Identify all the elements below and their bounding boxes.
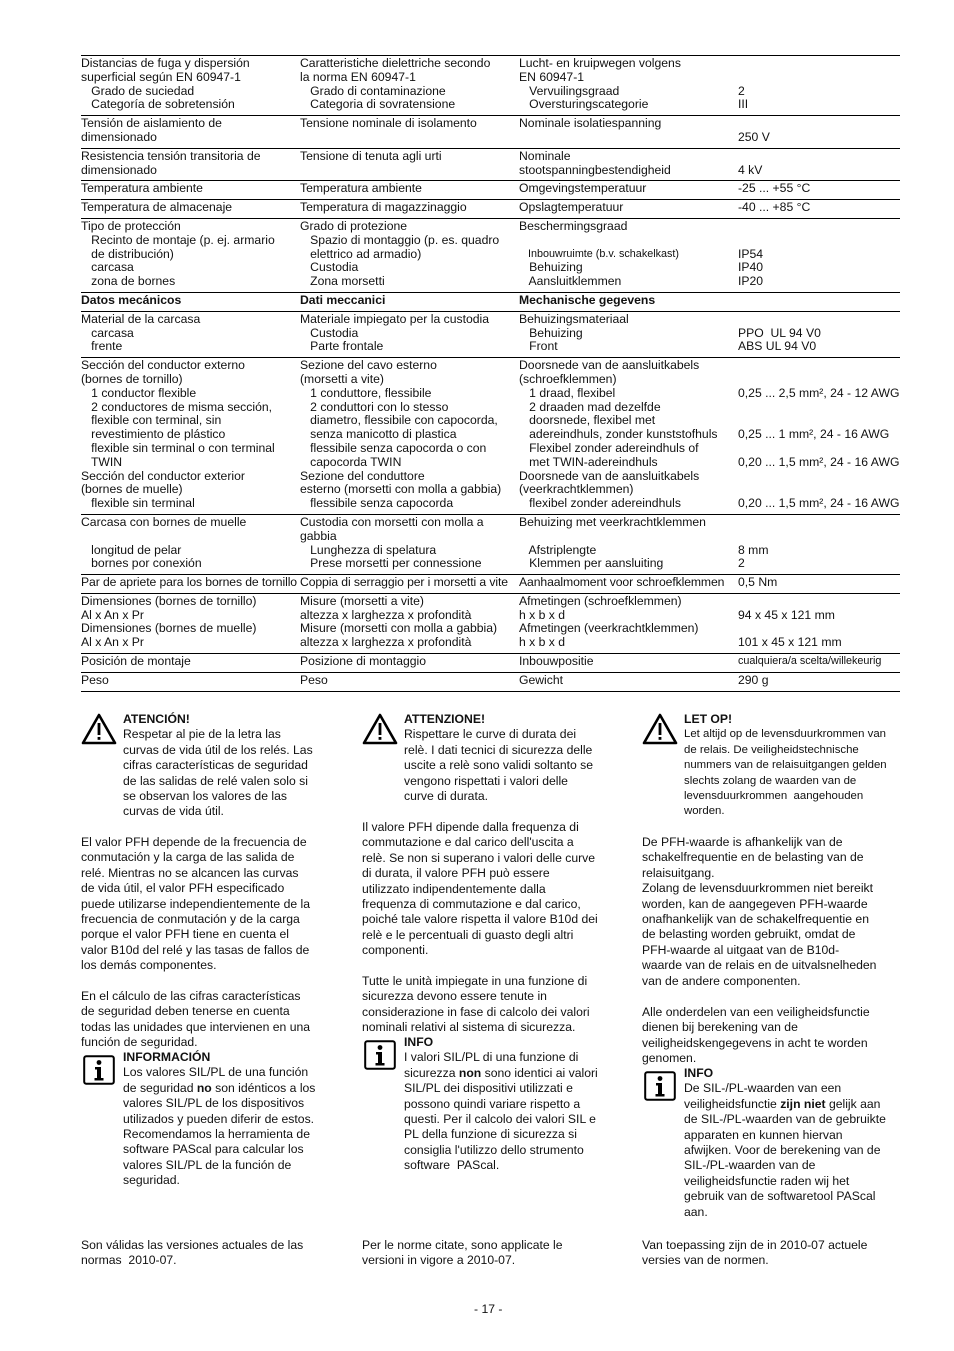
spec-line: IP40 [738,260,764,275]
text-segment: son idénticos a los [211,1080,316,1095]
text-line: utilizados y pueden diferir de estos. [123,1111,315,1126]
text-line: De SIL-/PL-waarden van een [684,1081,842,1096]
info-title: INFO [684,1066,714,1080]
spec-line: Temperatura di magazzinaggio [300,200,467,215]
text-line: software PAScal. [404,1158,500,1173]
spec-line: esterno (morsetti con molla a gabbia) [300,482,502,497]
text-line: Let altijd op de levensduurkrommen van [684,728,886,741]
spec-line: Doorsnede van de aansluitkabels [519,468,700,483]
spec-line: 0,5 Nm [738,575,778,590]
spec-line: 8 mm [738,542,769,557]
text-line: valores SIL/PL de la función de [123,1157,292,1172]
text-line: afwijken. Voor de berekening van de [684,1142,881,1157]
spec-line: Categoria di sovratensione [300,97,456,112]
text-line: waarde van de relais en de uitvalsnelheden [642,958,877,973]
spec-line: 2 [738,83,745,98]
spec-line: Coppia di serraggio per i morsetti a vite [300,575,508,590]
spec-line: Aanhaalmoment voor schroefklemmen [519,575,725,590]
standards-footer [81,1238,343,1269]
spec-line: 0,20 ... 1,5 mm², 24 - 16 AWG [738,454,900,469]
spec-line: diametro, flessibile con capocorda, [300,413,498,428]
spec-line: frente [81,339,123,354]
spec-line: Tensión de aislamiento de [81,116,222,131]
spec-line: Al x An x Pr [81,635,144,650]
spec-line: stootspanningbestendigheid [519,162,671,177]
text-line: relè e le percentuali di guasto degli altri [362,927,574,942]
spec-line: IP54 [738,246,764,261]
pfh-paragraph [362,820,624,959]
text-line: nominali relativi al sistema di sicurezza. [362,1020,576,1035]
text-line: los demás componentes. [81,958,217,973]
spec-line: Al x An x Pr [81,607,144,622]
spec-line: adereindhuls, zonder kunststofhuls [519,427,718,442]
text-line: relé. Mientras no se alcancen las curvas [81,865,299,880]
spec-line: Tensione nominale di isolamento [300,116,477,131]
spec-line: gabbia [300,528,337,543]
spec-line: Temperatura ambiente [81,181,203,196]
text-segment: de seguridad [123,1080,197,1095]
text-line: curvas de vida útil de los relés. Las [123,742,313,757]
text-line: worden. [684,805,725,818]
text-line: utilizzato indipendentemente dalla [362,881,546,896]
spec-line: EN 60947-1 [519,69,585,84]
text-line: genomen. [642,1051,697,1066]
spec-line: Custodia [300,260,359,275]
emphasis-text: zijn niet [780,1096,826,1111]
text-line: software PAScal para calcular los [123,1142,304,1157]
text-line: onafhankelijk van de schakelfrequentie en [642,911,869,926]
spec-line: Custodia [300,325,359,340]
spec-line: Afstriplengte [519,542,597,557]
text-line: PL della funzione di sicurezza si [404,1127,577,1142]
spec-line: Tensione di tenuta agli urti [300,148,442,163]
pfh-paragraph [642,835,904,989]
text-line: sicurezza devono essere tenute in [362,989,547,1004]
text-line: Van toepassing zijn de in 2010-07 actuele [642,1238,868,1252]
spec-line: Klemmen per aansluiting [519,556,664,571]
text-line: De PFH-waarde is afhankelijk van de [642,835,843,849]
text-line: schakelfrequentie en de belasting van de [642,850,864,865]
spec-line: Resistencia tensión transitoria de [81,148,261,163]
text-line: curvas de vida útil. [123,804,224,819]
text-line: En el cálculo de las cifras características [81,989,301,1003]
spec-line: Flexibel zonder adereindhuls of [519,440,699,455]
text-line: levensduurkrommen aangehouden [684,789,864,802]
spec-line: Par de apriete para los bornes de tornillo [81,575,297,590]
text-line: di durata, il valore PFH può essere [362,866,550,881]
safety-calculation-paragraph [642,1005,904,1067]
spec-line: (veerkrachtklemmen) [519,482,634,497]
spec-line: Behuizing [519,325,583,340]
spec-line: Gewicht [519,672,564,687]
spec-line: Grado de suciedad [81,83,195,98]
spec-line: 101 x 45 x 121 mm [738,635,842,650]
text-line: dienen bij berekening van de [642,1020,798,1035]
warning-title: LET OP! [684,712,733,726]
text-line: de las salidas de relé valen solo si [123,773,308,788]
spec-line: (bornes de muelle) [81,482,183,497]
emphasis-text: no [196,1080,212,1095]
spec-line: Aansluitklemmen [519,274,622,289]
text-line: Zolang de levensduurkrommen niet bereikt [642,881,874,896]
text-line: apparaten en kunnen hiervan [684,1127,843,1142]
spec-line: TWIN [81,454,123,469]
spec-line: Vervuilingsgraad [519,83,620,98]
text-line: puede utilizarse independientemente de la [81,896,311,911]
info-text [123,1065,347,1188]
text-line: valor B10d del relé y las tasas de fallos de [81,942,310,957]
spec-line: Afmetingen (schroefklemmen) [519,593,682,608]
spec-line: flexible sin terminal [81,496,195,511]
text-line: slechts zolang de waarden van de [684,774,857,787]
spec-line: flexible sin terminal o con terminal [81,440,275,455]
info-text [404,1050,628,1173]
spec-line: h x b x d [519,607,566,622]
spec-line: doorsnede, flexibel met [519,413,656,428]
text-segment: gelijk aan [825,1096,881,1111]
spec-line: 0,20 ... 1,5 mm², 24 - 16 AWG [738,496,900,511]
spec-line: PPO UL 94 V0 [738,325,821,340]
spec-line: Materiale impiegato per la custodia [300,311,490,326]
text-line: de relais. De veiligheidstechnische [684,743,859,756]
spec-line: 4 kV [738,162,763,177]
spec-line: flessibile senza capocorda o con [300,440,487,455]
spec-line: flexible con terminal, sin [81,413,222,428]
spec-line: la norma EN 60947-1 [300,69,416,84]
text-line: versies van de normen. [642,1253,769,1268]
spec-line: (schroefklemmen) [519,371,617,386]
spec-line: dimensionado [81,162,157,177]
text-line: Respetar al pie de la letra las [123,727,281,742]
spec-line: superficial según EN 60947-1 [81,69,241,84]
text-line: nummers van de relaisuitgangen gelden [684,759,887,772]
spec-line: flessibile senza capocorda [300,496,454,511]
spec-line: flexibel zonder adereindhuls [519,496,681,511]
spec-line: Nominale isolatiespanning [519,116,662,131]
spec-line: bornes por conexión [81,556,202,571]
spec-line: Lucht- en kruipwegen volgens [519,56,681,70]
spec-line: 2 draaden mad dezelfde [519,399,661,414]
info-title: INFORMACIÓN [123,1050,211,1064]
spec-line: IP20 [738,274,764,289]
spec-line: Prese morsetti per connessione [300,556,482,571]
text-segment: sicurezza [404,1065,459,1080]
text-line [684,1097,908,1112]
text-line: vengono rispettati i valori delle [404,773,568,788]
spec-line: Sezione del conduttore [300,468,425,483]
warning-text [684,727,908,819]
spec-line: Afmetingen (veerkrachtklemmen) [519,621,699,636]
standards-footer [362,1238,624,1269]
pfh-paragraph [81,835,343,974]
spec-line: 94 x 45 x 121 mm [738,607,835,622]
spec-line: Carcasa con bornes de muelle [81,514,247,529]
text-line [404,1066,628,1081]
spec-line: de distribución) [81,246,174,261]
spec-line: met TWIN-adereindhuls [519,454,658,469]
text-line: uscite a relè sono validi soltanto se [404,758,594,773]
text-line: I valori SIL/PL di una funzione di [404,1050,579,1065]
spec-line: 0,25 ... 2,5 mm², 24 - 12 AWG [738,385,900,400]
text-line: consiglia l'utilizzo dello strumento [404,1142,584,1157]
spec-line: 0,25 ... 1 mm², 24 - 16 AWG [738,427,890,442]
text-line: commutazione e dal carico dell'uscita a [362,835,574,850]
text-line: curve di durata. [404,788,489,803]
text-line: Son válidas las versiones actuales de las [81,1238,304,1252]
notes-column-dutch [642,0,904,1351]
text-line: Alle onderdelen van een veiligheidsfunctie [642,1005,870,1019]
spec-line: Sección del conductor exterior [81,468,245,483]
spec-line: carcasa [81,325,134,340]
text-line: SIL-/PL-waarden van de [684,1158,816,1173]
spec-line: Spazio di montaggio (p. es. quadro [300,232,500,247]
spec-line: 2 conductores de misma sección, [81,399,273,414]
text-line: versioni in vigore a 2010-07. [362,1253,516,1268]
spec-line: Mechanische gegevens [519,292,656,307]
text-line: frecuencia de conmutación y de la carga [81,911,300,926]
info-icon [83,1055,115,1085]
spec-line: altezza x larghezza x profondità [300,635,472,650]
spec-line: Posizione di montaggio [300,654,427,669]
spec-line: 290 g [738,672,769,687]
spec-line: Front [519,339,558,354]
spec-line: Behuizing [519,260,583,275]
spec-line: (morsetti a vite) [300,371,384,386]
spec-line: Custodia con morsetti con molla a [300,514,484,529]
text-line [123,1081,347,1096]
text-line: gebruik van de softwaretool PAScal [684,1189,876,1204]
text-line: Los valores SIL/PL de una función [123,1065,309,1080]
spec-line: Caratteristiche dielettriche secondo [300,56,491,70]
spec-line: 2 [738,556,745,571]
text-line: Il valore PFH dipende dalla frequenza di [362,820,579,834]
warning-title: ATTENZIONE! [404,712,486,726]
spec-line: cualquiera/a scelta/willekeurig [738,655,882,668]
spec-line: capocorda TWIN [300,454,402,469]
spec-line: Grado di contaminazione [300,83,446,98]
spec-line: revestimiento de plástico [81,427,226,442]
text-line: relè. Se non si superano i valori delle curve [362,850,596,865]
safety-calculation-paragraph [362,974,624,1036]
text-line: poiché tale valore rispetta il valore B10d dei [362,912,598,927]
text-line: relaisuitgang. [642,865,715,880]
spec-line: Peso [81,672,109,687]
spec-line: Material de la carcasa [81,311,201,326]
spec-line: Recinto de montaje (p. ej. armario [81,232,275,247]
spec-line: Lunghezza di spelatura [300,542,437,557]
spec-line: Behuizing met veerkrachtklemmen [519,514,706,529]
text-line: Per le norme citate, sono applicate le [362,1238,563,1252]
spec-line: Distancias de fuga y dispersión [81,56,250,70]
text-line: El valor PFH depende de la frecuencia de [81,835,307,849]
emphasis-text: non [458,1065,482,1080]
spec-line: elettrico ad armadio) [300,246,422,261]
text-line: Tutte le unità impiegate in una funzione di [362,974,588,988]
text-line: valores SIL/PL de los dispositivos [123,1096,305,1111]
spec-line: Misure (morsetti con molla a gabbia) [300,621,498,636]
text-segment: veiligheidsfunctie [684,1096,781,1111]
page-number: - 17 - [474,1302,503,1316]
text-line: de SIL-/PL-waarden van de gebruikte [684,1112,886,1127]
spec-line: Oversturingscategorie [519,97,649,112]
spec-line: Beschermingsgraad [519,218,628,233]
spec-line: Dimensiones (bornes de muelle) [81,621,257,636]
spec-line: -40 ... +85 °C [738,200,811,215]
text-line: porque el valor PFH tiene en cuenta el [81,927,289,942]
text-line: PFH-waarde al uitgaat van de B10d- [642,942,840,957]
spec-line: 2 conduttori con lo stesso [300,399,449,414]
warning-triangle-icon [81,713,117,745]
spec-line: Parte frontale [300,339,384,354]
text-line: Recomendamos la herramienta de [123,1126,310,1141]
spec-line: -25 ... +55 °C [738,181,811,196]
spec-line: 1 draad, flexibel [519,385,616,400]
spec-line: 1 conduttore, flessibile [300,385,432,400]
warning-text [404,727,628,804]
text-line: normas 2010-07. [81,1253,177,1268]
text-line: componenti. [362,943,429,958]
safety-calculation-paragraph [81,989,343,1051]
spec-line: III [738,97,749,112]
text-line: frequenza di commutazione e dal carico, [362,896,581,911]
spec-line: Posición de montaje [81,654,191,669]
spec-line: Sección del conductor externo [81,358,245,373]
text-line: veiligheidskengegevens in acht te worden [642,1035,868,1050]
spec-line: zona de bornes [81,274,176,289]
text-line: Rispettare le curve di durata dei [404,727,577,742]
spec-line: Behuizingsmateriaal [519,311,629,326]
spec-line: carcasa [81,260,134,275]
warning-text [123,727,347,819]
spec-line: Dati meccanici [300,292,386,307]
spec-line: Datos mecánicos [81,292,182,307]
text-line: todas las unidades que intervienen en una [81,1019,311,1034]
spec-line: altezza x larghezza x profondità [300,607,472,622]
spec-line: Opslagtemperatuur [519,200,624,215]
spec-line: Grado di protezione [300,218,408,233]
text-line: van de andere componenten. [642,973,801,988]
info-icon [644,1071,676,1101]
spec-line: dimensionado [81,129,157,144]
spec-line: Omgevingstemperatuur [519,181,647,196]
spec-line: Inbouwruimte (b.v. schakelkast) [519,247,680,260]
spec-line: Inbouwpositie [519,654,594,669]
text-line: conmutación y la carga de las salida de [81,850,295,865]
spec-line: (bornes de tornillo) [81,371,183,386]
spec-line: Dimensiones (bornes de tornillo) [81,593,257,608]
text-line: de belasting worden gebruikt, omdat de [642,927,856,942]
text-line: considerazione in fase di calcolo dei valori [362,1004,590,1019]
info-text [684,1081,908,1220]
spec-line: longitud de pelar [81,542,182,557]
standards-footer [642,1238,904,1269]
spec-line: Temperatura ambiente [300,181,422,196]
warning-triangle-icon [362,713,398,745]
spec-line: Categoría de sobretensión [81,97,235,112]
text-line: de seguridad deben tenerse en cuenta [81,1004,290,1019]
spec-line: ABS UL 94 V0 [738,339,817,354]
spec-line: Sezione del cavo esterno [300,358,437,373]
text-segment: sono identici ai valori [481,1065,598,1080]
spec-line: Temperatura de almacenaje [81,200,233,215]
spec-line: 250 V [738,129,770,144]
warning-title: ATENCIÓN! [123,712,190,726]
spec-line: Doorsnede van de aansluitkabels [519,358,700,373]
text-line: questi. Per il calcolo dei valori SIL e [404,1111,596,1126]
text-line: de vida útil, el valor PFH especificado [81,881,285,896]
text-line: possono quindi variare rispetto a [404,1096,581,1111]
text-line: seguridad. [123,1173,180,1188]
text-line: función de seguridad. [81,1035,198,1050]
text-line: se observan los valores de las [123,788,287,803]
text-line: cifras características de seguridad [123,758,308,773]
spec-line: Zona morsetti [300,274,385,289]
text-line: aan. [684,1204,708,1219]
spec-line: Tipo de protección [81,218,181,233]
text-line: SIL/PL dei dispositivi utilizzati e [404,1081,573,1096]
info-icon [364,1040,396,1070]
info-title: INFO [404,1035,434,1049]
text-line: worden, kan de aangegeven PFH-waarde [642,896,868,911]
text-line: relè. I dati tecnici di sicurezza delle [404,742,593,757]
spec-line: h x b x d [519,635,566,650]
spec-line: Nominale [519,148,571,163]
spec-line: Misure (morsetti a vite) [300,593,424,608]
notes-column-italian [362,0,624,1351]
warning-triangle-icon [642,713,678,745]
spec-line: Peso [300,672,328,687]
notes-column-spanish [81,0,343,1351]
spec-line: 1 conductor flexible [81,385,197,400]
text-line: veiligheidsfunctie raden wij het [684,1173,850,1188]
spec-line: senza manicotto di plastica [300,427,457,442]
